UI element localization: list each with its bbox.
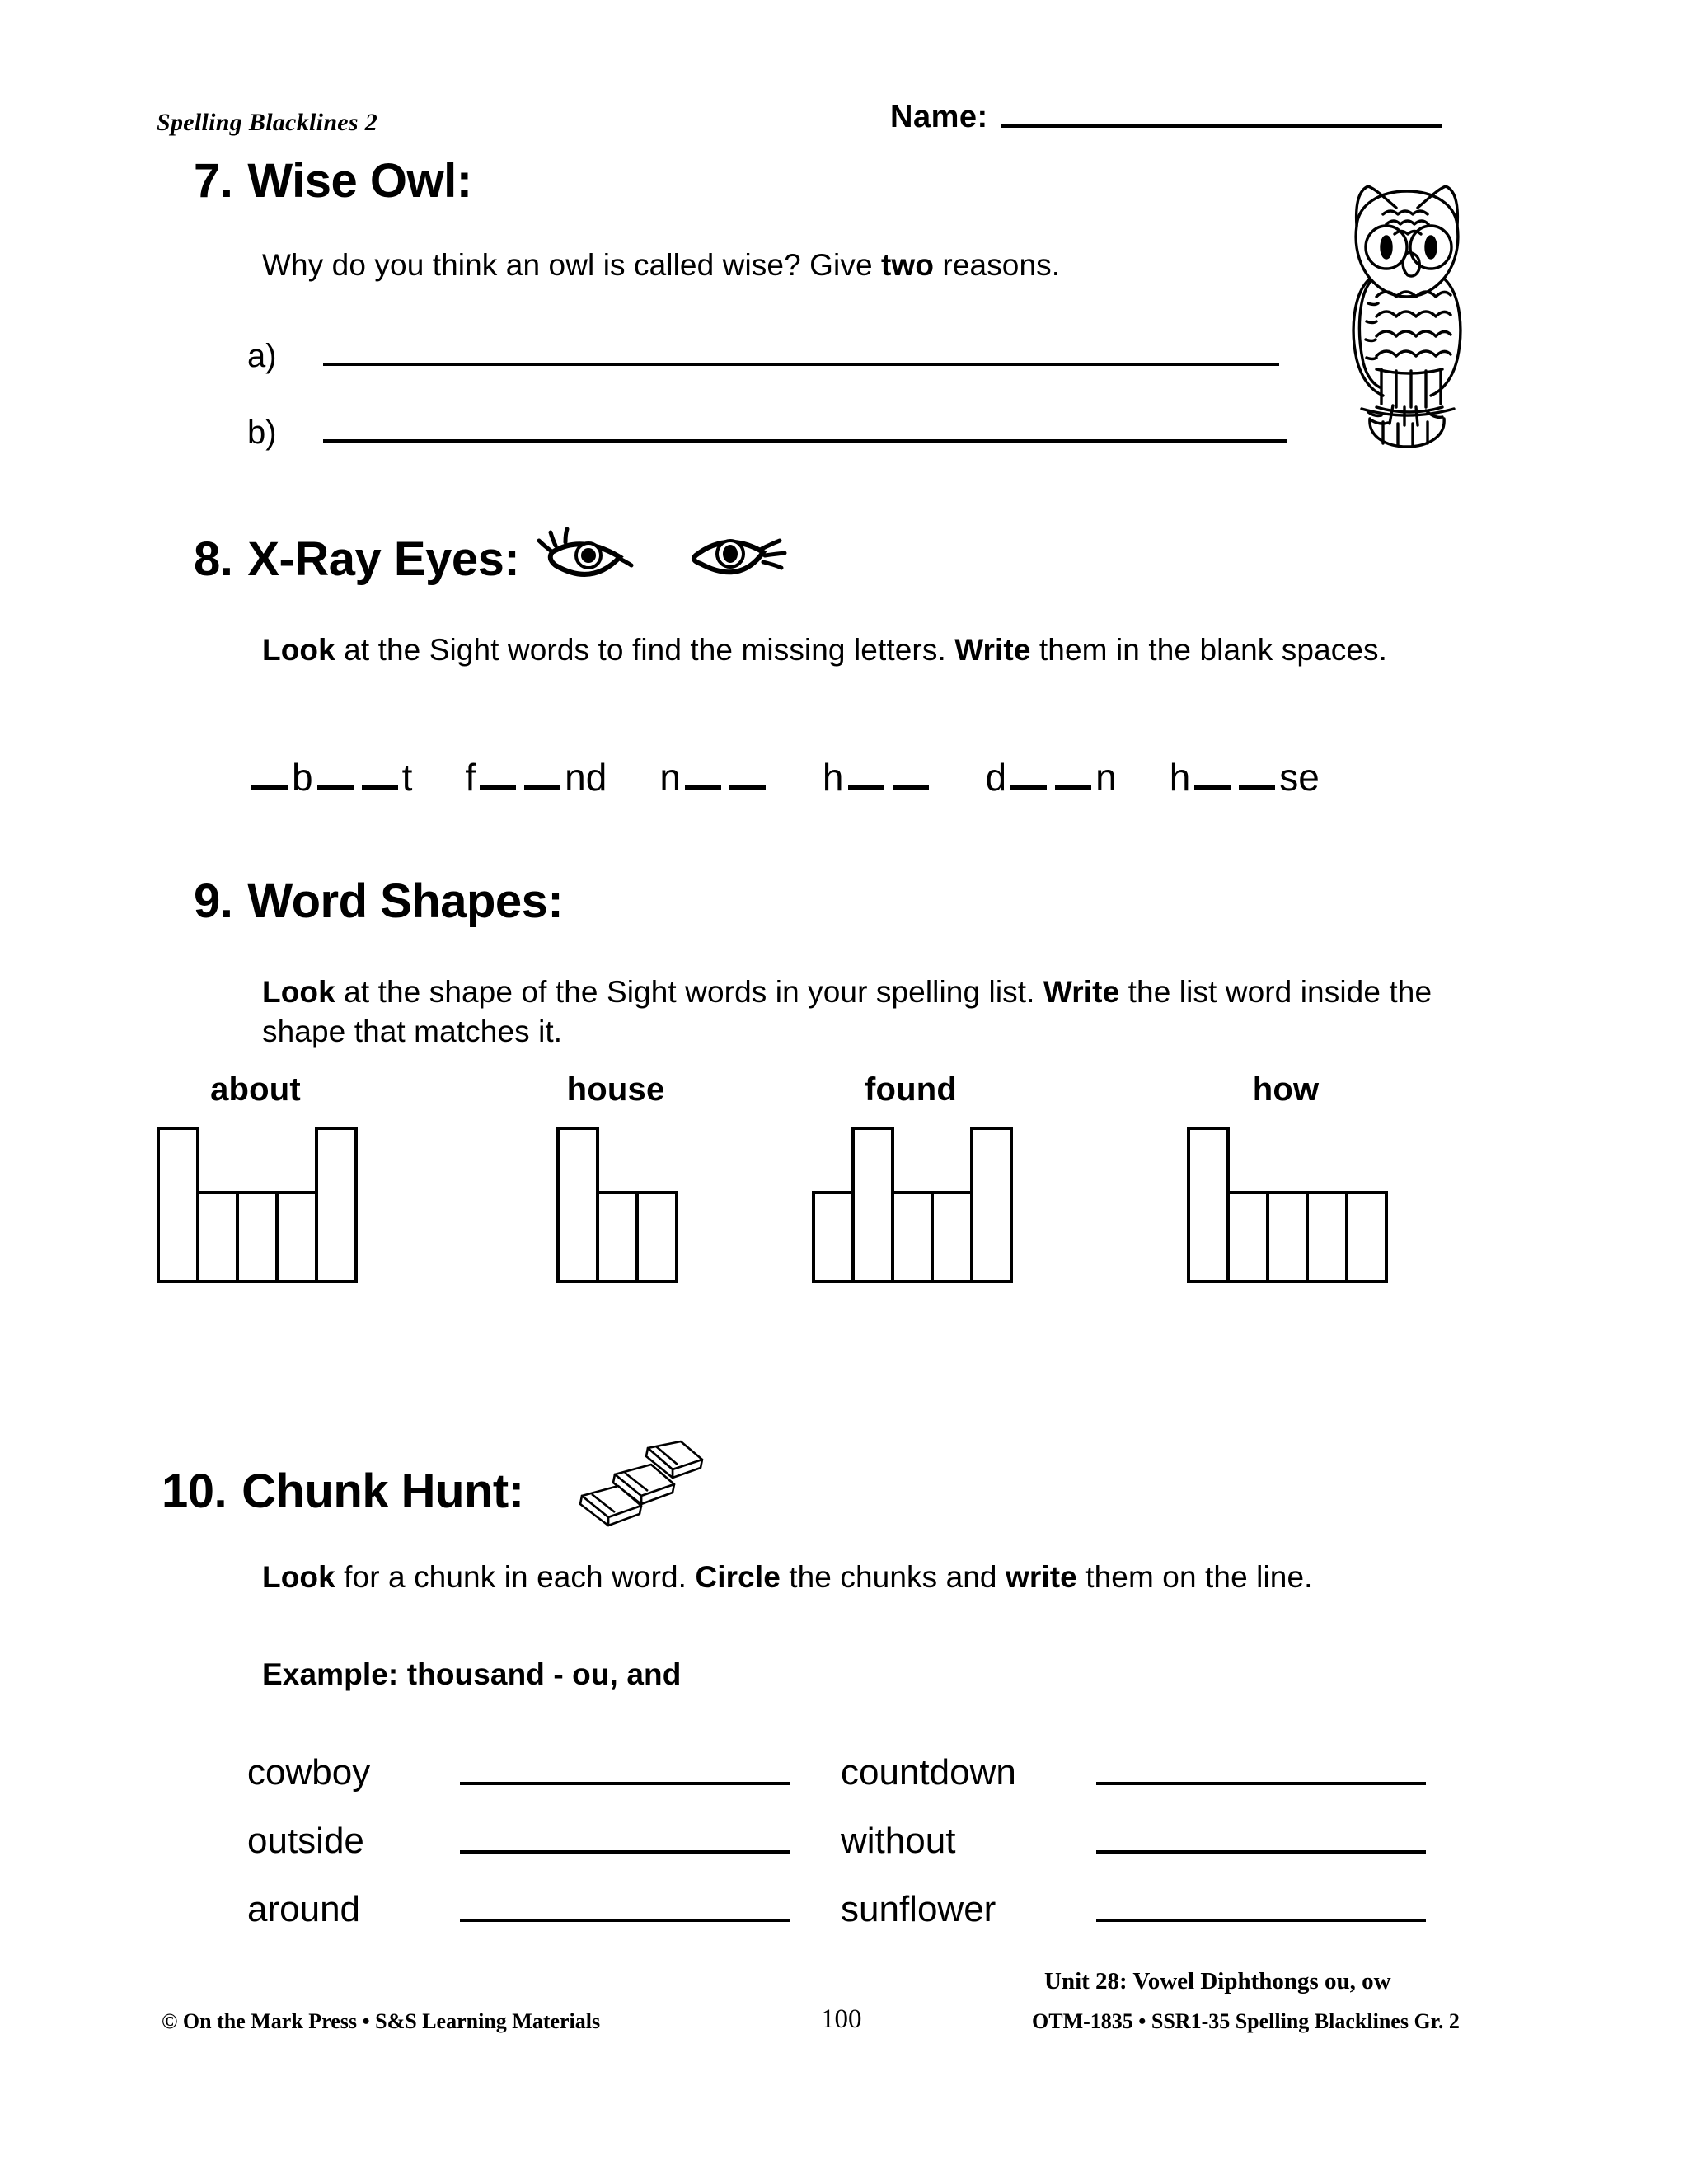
chunk-hunt-list	[247, 1722, 1484, 1928]
section-7-heading	[194, 153, 472, 209]
word-shape-cell[interactable]	[931, 1191, 973, 1283]
section-10-number: 10.	[162, 1464, 227, 1518]
section-8-title: X-Ray Eyes:	[247, 532, 520, 586]
word-shape-label-house: house	[566, 1071, 665, 1108]
word-shapes-row	[157, 1071, 1558, 1335]
section-9-number: 9.	[194, 874, 233, 928]
footer-page-number: 100	[821, 2004, 862, 2034]
word-shape-about	[157, 1071, 354, 1283]
chunks-illustration	[557, 1438, 706, 1529]
section-10-title: Chunk Hunt:	[241, 1464, 524, 1518]
section-10-heading	[162, 1438, 706, 1544]
booklet-label: Spelling Blacklines 2	[157, 109, 377, 136]
name-input-rule[interactable]	[1001, 124, 1442, 128]
section-10-instr-mid2: the chunks and	[780, 1560, 1006, 1594]
word-shape-cell[interactable]	[1187, 1127, 1230, 1283]
section-8-heading	[194, 527, 814, 590]
word-shape-boxes-found[interactable]	[812, 1127, 1010, 1283]
chunk-answer-line[interactable]	[460, 1782, 790, 1785]
section-7-prompt-pre: Why do you think an owl is called wise? Give	[262, 248, 882, 282]
word-shape-cell[interactable]	[315, 1127, 358, 1283]
chunk-word: countdown	[841, 1752, 1016, 1793]
word-shape-cell[interactable]	[635, 1191, 678, 1283]
section-9-instr-look: Look	[262, 975, 335, 1009]
word-shape-label-how: how	[1252, 1071, 1320, 1108]
section-10-instructions	[262, 1558, 1457, 1597]
answer-label-b: b)	[247, 415, 277, 451]
section-8-number: 8.	[194, 532, 233, 586]
answer-label-a: a)	[247, 338, 277, 374]
word-shape-label-about: about	[210, 1071, 301, 1108]
chunk-answer-line[interactable]	[1096, 1919, 1426, 1922]
chunk-word: around	[247, 1889, 361, 1929]
word-shape-cell[interactable]	[236, 1191, 279, 1283]
chunk-row	[247, 1859, 1484, 1928]
chunk-word: cowboy	[247, 1752, 371, 1793]
footer-unit-title: Unit 28: Vowel Diphthongs ou, ow	[1044, 1968, 1391, 1994]
blank-word-2[interactable]: f nd	[465, 756, 607, 799]
section-9-instr-mid: at the shape of the Sight words in your spelling list.	[335, 975, 1043, 1009]
page-footer	[0, 1961, 1688, 2060]
eyes-illustration	[534, 527, 814, 590]
chunk-entry	[247, 1752, 841, 1793]
footer-product-code: OTM-1835 • SSR1-35 Spelling Blacklines Gr. 2	[1032, 2009, 1460, 2033]
word-shape-label-found: found	[864, 1071, 958, 1108]
answer-line-b[interactable]	[323, 439, 1287, 443]
section-7-prompt-emphasis: two	[881, 248, 935, 282]
section-9-instr-post: the list word inside the shape that matches it.	[262, 975, 1432, 1049]
word-shape-cell[interactable]	[891, 1191, 934, 1283]
word-shape-boxes-how[interactable]	[1187, 1127, 1385, 1283]
word-shape-cell[interactable]	[1266, 1191, 1309, 1283]
word-shape-cell[interactable]	[556, 1127, 599, 1283]
section-10-example: Example: thousand - ou, and	[262, 1657, 682, 1691]
blank-word-4[interactable]: h	[823, 755, 933, 799]
word-shape-cell[interactable]	[157, 1127, 199, 1283]
word-shape-cell[interactable]	[1306, 1191, 1348, 1283]
word-shape-cell[interactable]	[275, 1191, 318, 1283]
blank-word-1[interactable]: b t	[247, 755, 412, 799]
chunk-word: without	[841, 1821, 956, 1861]
section-8-instr-look: Look	[262, 633, 335, 667]
blank-word-6[interactable]: h se	[1169, 756, 1320, 799]
word-shape-cell[interactable]	[196, 1191, 239, 1283]
section-7-prompt	[262, 246, 1301, 285]
section-8-instr-post: them in the blank spaces.	[1030, 633, 1388, 667]
chunk-answer-line[interactable]	[460, 1850, 790, 1854]
section-8-instr-write: Write	[954, 633, 1031, 667]
word-shape-cell[interactable]	[596, 1191, 639, 1283]
section-10-instr-post: them on the line.	[1076, 1560, 1313, 1594]
chunk-answer-line[interactable]	[1096, 1850, 1426, 1854]
footer-copyright: © On the Mark Press • S&S Learning Materials	[162, 2009, 601, 2033]
section-10-instr-write: write	[1006, 1560, 1077, 1594]
chunk-entry	[247, 1823, 841, 1859]
section-7-prompt-post: reasons.	[934, 248, 1061, 282]
blank-word-3[interactable]: n	[659, 755, 770, 799]
blank-word-5[interactable]: d n	[985, 756, 1117, 799]
word-shape-boxes-house[interactable]	[556, 1127, 675, 1283]
chunk-word: sunflower	[841, 1889, 996, 1929]
answer-row-a	[247, 340, 1279, 373]
name-label: Name:	[890, 100, 988, 134]
word-shape-cell[interactable]	[812, 1191, 855, 1283]
chunk-word: outside	[247, 1821, 364, 1861]
section-9-heading	[194, 874, 563, 929]
word-shape-house	[556, 1071, 675, 1283]
section-10-instr-mid1: for a chunk in each word.	[335, 1560, 696, 1594]
chunk-entry	[247, 1891, 841, 1928]
section-9-title: Word Shapes:	[247, 874, 564, 928]
section-8-instructions	[262, 630, 1441, 670]
word-shape-cell[interactable]	[970, 1127, 1013, 1283]
section-9-instructions	[262, 972, 1457, 1052]
chunk-entry	[841, 1752, 1426, 1793]
word-shape-how	[1187, 1071, 1385, 1283]
word-shape-boxes-about[interactable]	[157, 1127, 354, 1283]
word-shape-found	[812, 1071, 1010, 1283]
owl-illustration	[1329, 171, 1485, 452]
section-10-instr-look: Look	[262, 1560, 335, 1594]
section-10-instr-circle: Circle	[695, 1560, 781, 1594]
chunk-row	[247, 1791, 1484, 1859]
chunk-entry	[841, 1823, 1426, 1859]
word-shape-cell[interactable]	[1345, 1191, 1388, 1283]
section-8-instr-mid: at the Sight words to find the missing letters.	[335, 633, 955, 667]
section-8-blank-words	[247, 755, 1320, 799]
chunk-answer-line[interactable]	[1096, 1782, 1426, 1785]
name-field-group	[890, 101, 1442, 133]
section-9-instr-write: Write	[1043, 975, 1120, 1009]
answer-row-b	[247, 416, 1287, 449]
answer-line-a[interactable]	[323, 363, 1279, 366]
section-7-title: Wise Owl:	[247, 154, 472, 208]
chunk-entry	[841, 1891, 1426, 1928]
chunk-answer-line[interactable]	[460, 1919, 790, 1922]
section-7-number: 7.	[194, 154, 233, 208]
word-shape-cell[interactable]	[1226, 1191, 1269, 1283]
word-shape-cell[interactable]	[851, 1127, 894, 1283]
chunk-row	[247, 1722, 1484, 1791]
